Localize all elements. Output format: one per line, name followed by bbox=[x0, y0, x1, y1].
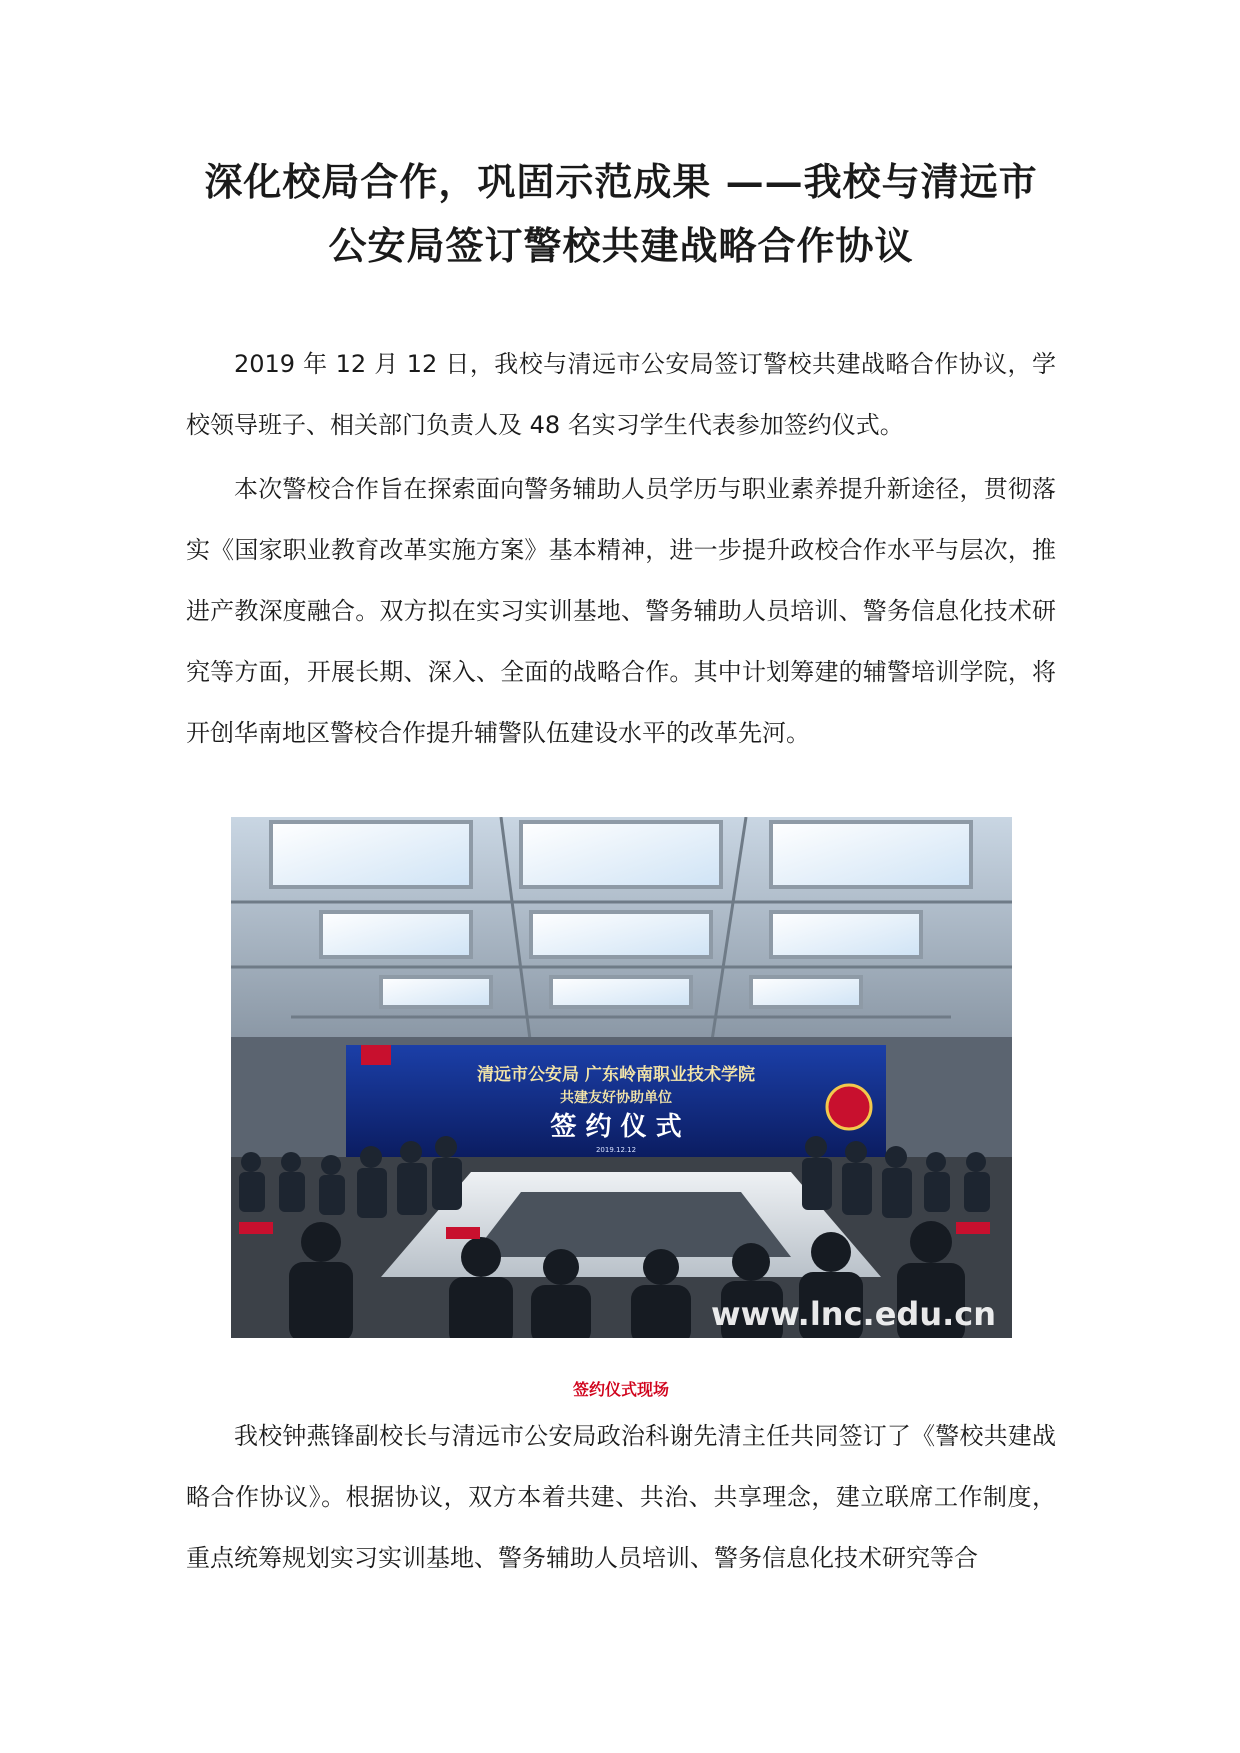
photo-watermark: www.lnc.edu.cn bbox=[711, 1295, 996, 1333]
paragraph-purpose: 本次警校合作旨在探索面向警务辅助人员学历与职业素养提升新途径，贯彻落实《国家职业教育改革实施方案》基本精神，进一步提升政校合作水平与层次，推进产教深度融合。双方拟在实习实训基地、警务辅助人员培训、警务信息化技术研究等方面，开展长期、深入、全面的战略合作。其中计划筹建的辅警培训学院，将开创华南地区警校合作提升辅警队伍建设水平的改革先河。 bbox=[186, 475, 1056, 747]
paragraph-intro: 2019 年 12 月 12 日，我校与清远市公安局签订警校共建战略合作协议，学校领导班子、相关部门负责人及 48 名实习学生代表参加签约仪式。 bbox=[186, 350, 1056, 439]
screen-date: 2019.12.12 bbox=[595, 1146, 637, 1154]
screen-line-3: 签 约 仪 式 bbox=[550, 1112, 682, 1142]
screen-line-1: 清远市公安局 广东岭南职业技术学院 bbox=[477, 1065, 755, 1085]
signing-ceremony-photo bbox=[231, 817, 1012, 1338]
paragraph-agreement: 我校钟燕锋副校长与清远市公安局政治科谢先清主任共同签订了《警校共建战略合作协议》。根据协议，双方本着共建、共治、共享理念，建立联席工作制度，重点统筹规划实习实训基地、警务辅助人员培训、警务信息化技术研究等合 bbox=[186, 1422, 1056, 1572]
screen-line-2: 共建友好协助单位 bbox=[560, 1090, 672, 1106]
article-title: 深化校局合作，巩固示范成果 ——我校与清远市公安局签订警校共建战略合作协议 bbox=[204, 159, 1038, 268]
photo-caption: 签约仪式现场 bbox=[572, 1380, 669, 1399]
